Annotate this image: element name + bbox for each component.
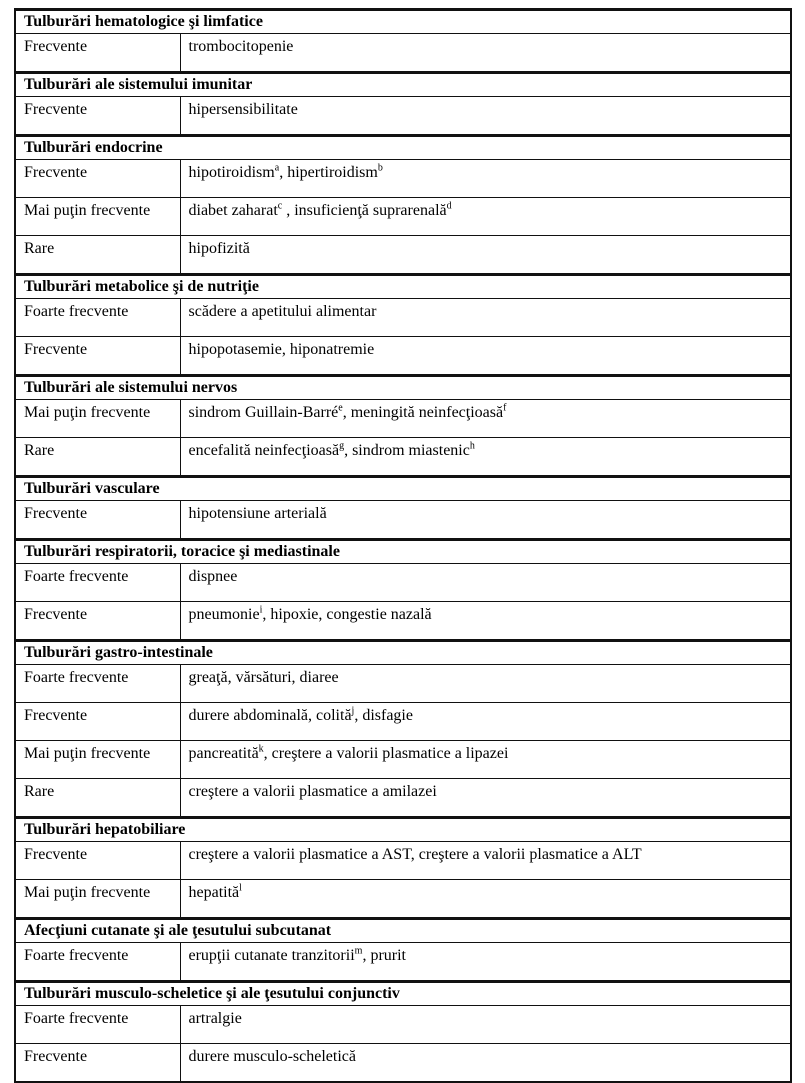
section-header-row [15, 136, 791, 160]
section-title: Tulburări respiratorii, toracice şi mediastinale [15, 540, 791, 564]
table-row [15, 779, 791, 818]
footnote-superscript: a [274, 162, 280, 174]
section-title: Tulburări ale sistemului nervos [15, 376, 791, 400]
footnote-superscript: l [239, 882, 242, 894]
frequency-cell: Mai puţin frecvente [15, 741, 180, 779]
section-header-row [15, 275, 791, 299]
section-title: Tulburări ale sistemului imunitar [15, 73, 791, 97]
table-row [15, 34, 791, 73]
section-title: Tulburări vasculare [15, 477, 791, 501]
table-row [15, 160, 791, 198]
section-title: Tulburări hematologice şi limfatice [15, 10, 791, 34]
footnote-superscript: b [377, 162, 383, 174]
footnote-superscript: i [259, 604, 263, 616]
table-row [15, 198, 791, 236]
reaction-cell: dispnee [180, 564, 791, 602]
section-header-row [15, 540, 791, 564]
reaction-cell: durere musculo-scheletică [180, 1044, 791, 1083]
footnote-superscript: g [339, 440, 345, 452]
footnote-superscript: k [258, 743, 264, 755]
footnote-superscript: f [503, 402, 507, 414]
reaction-cell: diabet zaharat$^c$ , insuficienţă suprarenală$^d$ [180, 198, 791, 236]
footnote-superscript: c [277, 200, 283, 212]
table-row [15, 1006, 791, 1044]
section-title: Tulburări endocrine [15, 136, 791, 160]
adverse-reactions-table-body [15, 10, 791, 1083]
reaction-cell: erupţii cutanate tranzitorii$^m$, prurit [180, 943, 791, 982]
footnote-superscript: h [469, 440, 475, 452]
section-title: Tulburări metabolice şi de nutriţie [15, 275, 791, 299]
table-row [15, 703, 791, 741]
frequency-cell: Foarte frecvente [15, 1006, 180, 1044]
table-row [15, 299, 791, 337]
section-title: Tulburări musculo-scheletice şi ale ţesutului conjunctiv [15, 982, 791, 1006]
frequency-cell: Mai puţin frecvente [15, 880, 180, 919]
footnote-superscript: e [338, 402, 343, 414]
reaction-cell: hipofizită [180, 236, 791, 275]
table-row [15, 97, 791, 136]
frequency-cell: Rare [15, 779, 180, 818]
table-row [15, 564, 791, 602]
frequency-cell: Foarte frecvente [15, 299, 180, 337]
table-row [15, 943, 791, 982]
frequency-cell: Frecvente [15, 842, 180, 880]
frequency-cell: Foarte frecvente [15, 665, 180, 703]
frequency-cell: Frecvente [15, 602, 180, 641]
table-row [15, 438, 791, 477]
frequency-cell: Foarte frecvente [15, 943, 180, 982]
table-row [15, 337, 791, 376]
footnote-superscript: j [351, 705, 355, 717]
reaction-cell: hepatită$^l$ [180, 880, 791, 919]
frequency-cell: Rare [15, 236, 180, 275]
section-header-row [15, 376, 791, 400]
frequency-cell: Mai puţin frecvente [15, 400, 180, 438]
section-header-row [15, 919, 791, 943]
reaction-cell: hipotiroidism$^a$, hipertiroidism$^b$ [180, 160, 791, 198]
section-header-row [15, 10, 791, 34]
frequency-cell: Frecvente [15, 34, 180, 73]
section-header-row [15, 818, 791, 842]
table-row [15, 501, 791, 540]
reaction-cell: pancreatită$^k$, creştere a valorii plasmatice a lipazei [180, 741, 791, 779]
reaction-cell: scădere a apetitului alimentar [180, 299, 791, 337]
reaction-cell: encefalită neinfecţioasă$^g$, sindrom miastenic$^h$ [180, 438, 791, 477]
section-title: Tulburări hepatobiliare [15, 818, 791, 842]
frequency-cell: Frecvente [15, 1044, 180, 1083]
section-header-row [15, 477, 791, 501]
table-row [15, 400, 791, 438]
section-header-row [15, 73, 791, 97]
reaction-cell: hipersensibilitate [180, 97, 791, 136]
frequency-cell: Frecvente [15, 703, 180, 741]
reaction-cell: creştere a valorii plasmatice a AST, creştere a valorii plasmatice a ALT [180, 842, 791, 880]
section-title: Tulburări gastro-intestinale [15, 641, 791, 665]
section-title: Afecţiuni cutanate şi ale ţesutului subcutanat [15, 919, 791, 943]
frequency-cell: Mai puţin frecvente [15, 198, 180, 236]
reaction-cell: sindrom Guillain-Barré$^e$, meningită neinfecţioasă$^f$ [180, 400, 791, 438]
table-row [15, 236, 791, 275]
adverse-reactions-table [14, 8, 792, 1083]
footnote-superscript: d [446, 200, 452, 212]
reaction-cell: trombocitopenie [180, 34, 791, 73]
frequency-cell: Frecvente [15, 337, 180, 376]
reaction-cell: hipopotasemie, hiponatremie [180, 337, 791, 376]
frequency-cell: Foarte frecvente [15, 564, 180, 602]
table-row [15, 880, 791, 919]
reaction-cell: creştere a valorii plasmatice a amilazei [180, 779, 791, 818]
frequency-cell: Frecvente [15, 501, 180, 540]
table-row [15, 602, 791, 641]
reaction-cell: hipotensiune arterială [180, 501, 791, 540]
frequency-cell: Rare [15, 438, 180, 477]
footnote-superscript: m [354, 945, 363, 957]
table-row [15, 665, 791, 703]
section-header-row [15, 641, 791, 665]
reaction-cell: durere abdominală, colită$^j$, disfagie [180, 703, 791, 741]
table-row [15, 1044, 791, 1083]
frequency-cell: Frecvente [15, 97, 180, 136]
table-row [15, 741, 791, 779]
reaction-cell: greaţă, vărsături, diaree [180, 665, 791, 703]
frequency-cell: Frecvente [15, 160, 180, 198]
section-header-row [15, 982, 791, 1006]
reaction-cell: pneumonie$^i$, hipoxie, congestie nazală [180, 602, 791, 641]
reaction-cell: artralgie [180, 1006, 791, 1044]
table-row [15, 842, 791, 880]
